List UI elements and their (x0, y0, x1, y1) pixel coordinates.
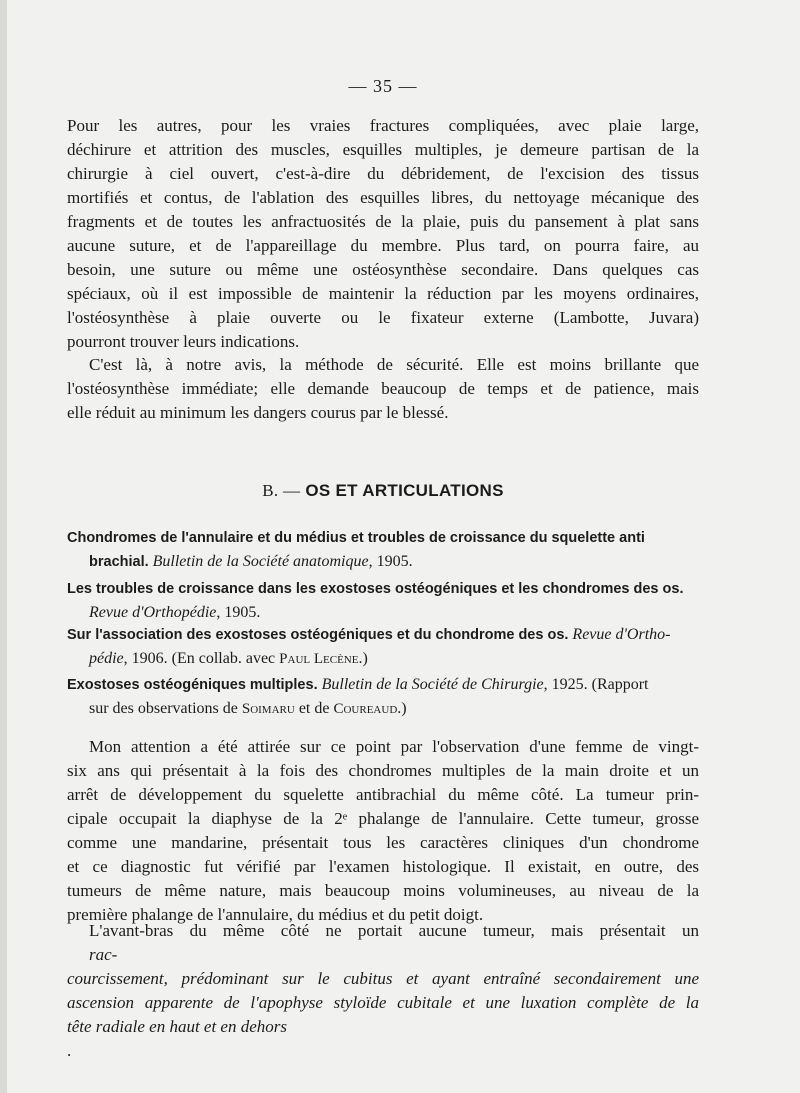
text-line (67, 919, 699, 967)
section-heading (67, 481, 699, 501)
reference-item (67, 577, 699, 624)
reference-text: .) (397, 700, 407, 717)
reference-title: Les troubles de croissance dans les exostoses ostéogéniques et les chondromes des os. (67, 581, 684, 597)
reference-author: Coureaud (333, 701, 398, 717)
reference-text: sur des observations de (89, 700, 242, 717)
text-line: six ans qui présentait à la fois des chondromes multiples de la main droite et un (67, 761, 699, 780)
text-segment-italic: ascension apparente de l'apophyse styloïde cubitale et une luxation complète de la (67, 993, 699, 1012)
paragraph-forearm (67, 919, 699, 1063)
section-prefix: B. — (262, 481, 301, 500)
text-line: première phalange de l'annulaire, du médius et du petit doigt. (67, 905, 484, 924)
paragraph-observation (67, 735, 699, 927)
reference-title: Exostoses ostéogéniques multiples. (67, 677, 318, 693)
reference-author: Soimaru (241, 701, 295, 717)
text-line: elle réduit au minimum les dangers courus par le blessé. (67, 403, 449, 422)
text-line: besoin, une suture ou même une ostéosynthèse secondaire. Dans quelques cas (67, 260, 699, 279)
text-line: l'ostéosynthèse à plaie ouverte ou le fixateur externe (Lambotte, Juvara) (67, 308, 699, 327)
section-title: OS ET ARTICULATIONS (305, 481, 504, 500)
reference-journal: pédie (89, 650, 124, 667)
reference-journal: Revue d'Ortho- (572, 626, 671, 643)
reference-title: Sur l'association des exostoses ostéogéniques et du chondrome des os. (67, 627, 569, 643)
text-line: comme une mandarine, présentait tous les caractères cliniques d'un chondrome (67, 833, 699, 852)
text-segment-italic: tête radiale en haut et en dehors (67, 1017, 288, 1036)
text-line: tumeurs de même nature, mais beaucoup moins volumineuses, au niveau de la (67, 881, 699, 900)
reference-item (67, 623, 699, 671)
paragraph-fractures (67, 114, 699, 354)
text-line: spéciaux, où il est impossible de maintenir la réduction par les moyens ordinaires, (67, 284, 699, 303)
text-line: arrêt de développement du squelette antibrachial du même côté. La tumeur prin- (67, 785, 699, 804)
text-segment: . (67, 1041, 72, 1060)
text-line (67, 991, 699, 1015)
reference-title: Chondromes de l'annulaire et du médius et troubles de croissance du squelette anti (67, 530, 645, 546)
text-line: l'ostéosynthèse immédiate; elle demande beaucoup de temps et de patience, mais (67, 379, 699, 398)
reference-item (67, 673, 699, 721)
reference-journal: Bulletin de la Société anatomique (152, 553, 369, 570)
text-line: et ce diagnostic fut vérifié par l'examen histologique. Il existait, en outre, des (67, 857, 699, 876)
text-segment: L'avant-bras du même côté ne portait aucune tumeur, mais présentait un (89, 921, 699, 940)
reference-title: brachial. (89, 554, 149, 570)
reference-year: , 1925. (Rapport (543, 676, 649, 693)
text-line: Pour les autres, pour les vraies fractures compliquées, avec plaie large, (67, 116, 699, 135)
page-edge (0, 0, 7, 1093)
text-line: fragments et de toutes les anfractuosités de la plaie, puis du pansement à plat sans (67, 212, 699, 231)
text-line (67, 1015, 699, 1063)
reference-collaborator: Paul Lecène (279, 651, 359, 667)
reference-journal: Revue d'Orthopédie (89, 604, 217, 621)
text-line: aucune suture, et de l'appareillage du membre. Plus tard, on pourra faire, au (67, 236, 699, 255)
text-line: déchirure et attrition des muscles, esquilles multiples, je demeure partisan de la (67, 140, 699, 159)
reference-text: et de (294, 700, 334, 717)
text-line: cipale occupait la diaphyse de la 2ᵉ phalange de l'annulaire. Cette tumeur, grosse (67, 809, 699, 828)
reference-item (67, 526, 699, 574)
page-number: — 35 — (348, 76, 418, 96)
text-segment-italic: rac- (89, 945, 118, 964)
text-line: mortifiés et contus, de l'ablation des esquilles libres, du nettoyage mécanique des (67, 188, 699, 207)
reference-year: , 1906. (En collab. avec (123, 650, 280, 667)
reference-text: .) (358, 650, 368, 667)
text-line: Mon attention a été attirée sur ce point par l'observation d'une femme de vingt- (89, 737, 699, 756)
reference-year: , 1905. (216, 604, 261, 621)
text-line (67, 967, 699, 991)
paragraph-security (67, 353, 699, 425)
reference-year: , 1905. (368, 553, 413, 570)
text-line: C'est là, à notre avis, la méthode de sécurité. Elle est moins brillante que (89, 355, 699, 374)
text-line: pourront trouver leurs indications. (67, 332, 300, 351)
reference-journal: Bulletin de la Société de Chirurgie (321, 676, 544, 693)
text-segment-italic: courcissement, prédominant sur le cubitus et ayant entraîné secondairement une (67, 969, 699, 988)
text-line: chirurgie à ciel ouvert, c'est-à-dire du débridement, de l'excision des tissus (67, 164, 699, 183)
